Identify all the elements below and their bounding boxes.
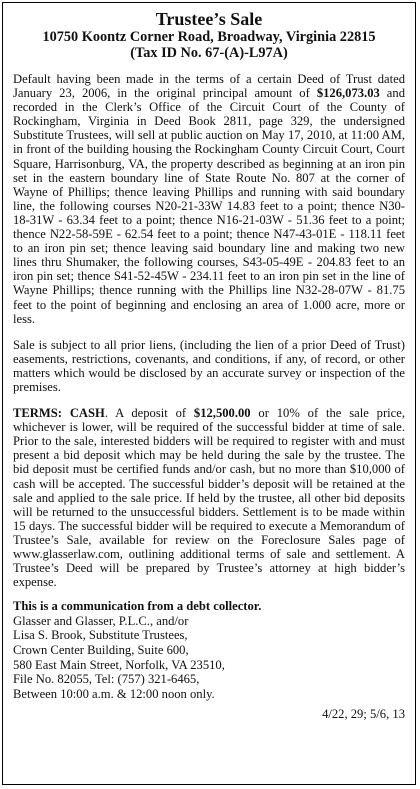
terms-label: TERMS: CASH (13, 406, 105, 421)
publication-dates: 4/22, 29; 5/6, 13 (322, 707, 405, 722)
sale-description-text: Default having been made in the terms of a certain Deed of Trust dated January 23, 2006, in the original principal amount of (13, 72, 405, 101)
terms-rest: or 10% of the sale price, whichever is lower, will be required of the successful bidder at time of sale. Prior to the sale, interested bidders will be required to register with and must present a bid deposit which may be held during the sale by the trustee. The bid deposit must be certified funds and/or cash, but no more than $10,000 of cash will be accepted. The successful bidder’s deposit will be retained at the sale and applied to the sale price. If held by the trustee, all other bid deposits will be returned to the unsuccessful bidders. Settlement is to be made within 15 days. The successful bidder will be required to execute a Memorandum of Trustee’s Sale, available for review on the Foreclosure Sales page of www.glasserlaw.com, outlining additional terms of sale and settlement. A Trustee’s Deed will be prepared by Trustee’s attorney at high bidder’s expense. (13, 406, 405, 590)
terms-text: . A deposit of (104, 406, 194, 421)
liens-paragraph: Sale is subject to all prior liens, (including the lien of a prior Deed of Trust) easements, restrictions, covenants, and conditions, if any, of record, or other matters which would be disclosed by an accurate survey or inspection of the premises. (13, 337, 405, 394)
contact-line: File No. 82055, Tel: (757) 321-6465, (13, 672, 200, 687)
contact-line: 580 East Main Street, Norfolk, VA 23510, (13, 657, 225, 672)
debt-collector-notice: This is a communication from a debt collector. (13, 599, 262, 614)
contact-line: Between 10:00 a.m. & 12:00 noon only. (13, 686, 215, 701)
deposit-amount: $12,500.00 (193, 406, 251, 421)
contact-block (13, 599, 405, 701)
contact-line: Glasser and Glasser, P.L.C., and/or (13, 613, 189, 628)
sale-description-paragraph (13, 72, 405, 326)
notice-title: Trustee’s Sale (155, 9, 263, 29)
terms-paragraph (13, 406, 405, 589)
sale-description-rest: and recorded in the Clerk’s Office of the Circuit Court of the County of Rockingham, Virginia in Deed Book 2811, page 329, the undersigned Substitute Trustees, will sell at public auction on May 17, 2010, at 11:00 AM, in front of the building housing the Rockingham County Circuit Court, Court Square, Harrisonburg, VA, the property described as beginning at an iron pin set in the eastern boundary line of State Route No. 807 at the corner of Wayne of Phillips; thence leaving Phillips and running with said boundary line, the following courses N20-21-33W 14.83 feet to a point; thence N30-18-31W - 63.34 feet to a point; thence N16-21-03W - 51.36 feet to a point; thence N22-58-59E - 62.54 feet to a point; thence N47-43-01E - 118.11 feet to an iron pin set; thence leaving said boundary line and making two new lines thru Shumaker, the following courses, S43-05-49E - 204.83 feet to an iron pin set; thence S41-52-45W - 234.11 feet to an iron pin set in the line of Wayne Phillips; thence running with the Phillips line N32-28-07W - 81.75 feet to the point of beginning and enclosing an area of 1.000 acre, more or less. (13, 86, 405, 326)
contact-line: Crown Center Building, Suite 600, (13, 643, 189, 658)
tax-id: (Tax ID No. 67-(A)-L97A) (130, 45, 288, 61)
property-address: 10750 Koontz Corner Road, Broadway, Virginia 22815 (42, 29, 376, 45)
contact-line: Lisa S. Brook, Substitute Trustees, (13, 628, 188, 643)
notice-header (13, 9, 405, 61)
legal-notice (2, 2, 416, 785)
principal-amount: $126,073.03 (316, 86, 380, 101)
